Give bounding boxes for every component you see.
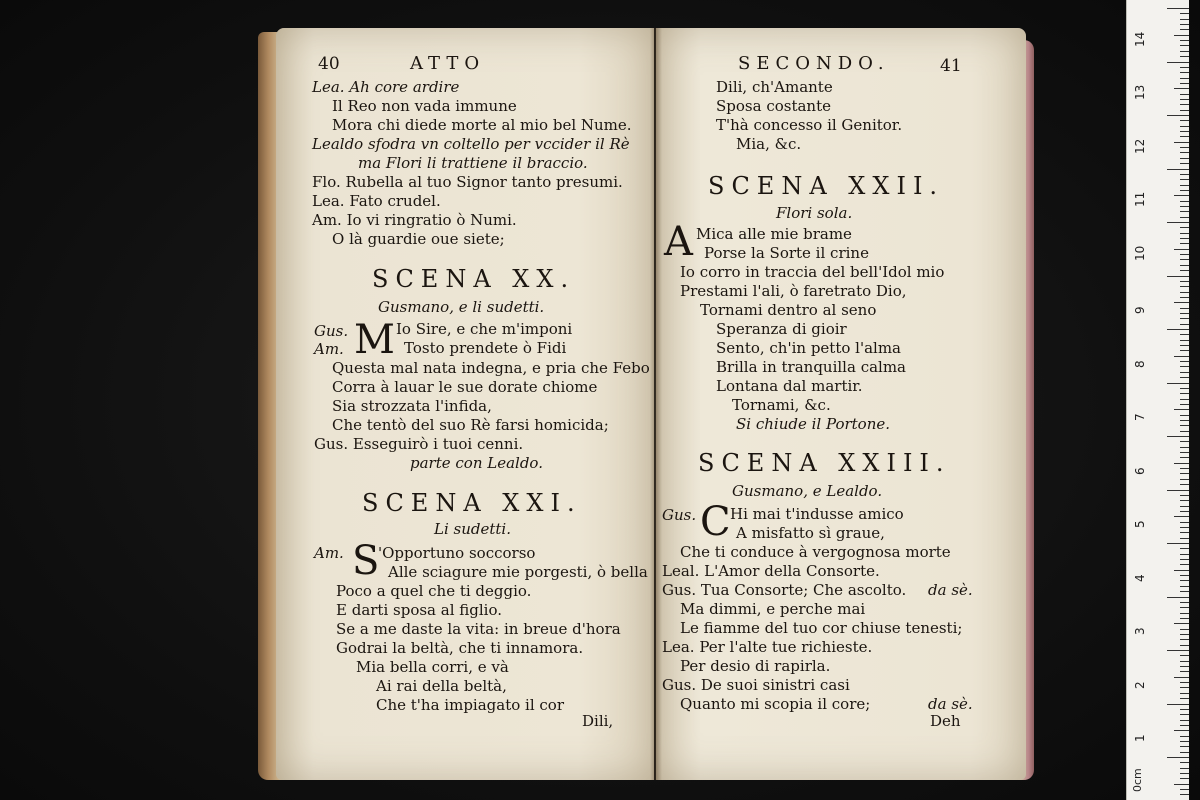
ruler-number: 7 [1133, 413, 1147, 422]
ruler-tick [1167, 115, 1189, 116]
ruler-tick [1180, 789, 1189, 790]
ruler-tick [1180, 500, 1189, 501]
scene-title: SCENA XXI. [362, 489, 582, 517]
running-title-left: ATTO [410, 53, 486, 74]
ruler-tick [1180, 99, 1189, 100]
ruler-tick [1180, 484, 1189, 485]
ruler-number: 6 [1133, 467, 1147, 475]
text-line: Porse la Sorte il crine [704, 244, 869, 262]
ruler-tick [1174, 409, 1189, 410]
text-line: Questa mal nata indegna, e pria che Febo [332, 359, 650, 377]
ruler-tick [1180, 511, 1189, 512]
text-line: Speranza di gioir [716, 320, 847, 338]
ruler-tick [1180, 29, 1189, 30]
speaker-label: Gus. [314, 322, 349, 340]
text-line: 'Opportuno soccorso [378, 544, 536, 562]
ruler-tick [1167, 276, 1189, 277]
ruler-tick [1180, 746, 1189, 747]
ruler-tick [1180, 206, 1189, 207]
ruler-tick [1180, 340, 1189, 341]
scene-subtitle: Flori sola. [776, 204, 853, 222]
text-line: Alle sciagure mie porgesti, ò bella [388, 563, 648, 581]
ruler-tick [1167, 757, 1189, 758]
ruler-tick [1180, 292, 1189, 293]
ruler-tick [1180, 698, 1189, 699]
ruler-tick [1174, 302, 1189, 303]
ruler-tick [1180, 639, 1189, 640]
ruler-tick [1180, 259, 1189, 260]
ruler-tick [1180, 741, 1189, 742]
ruler-tick [1180, 324, 1189, 325]
ruler-tick [1180, 773, 1189, 774]
text-line: Hi mai t'indusse amico [730, 505, 904, 523]
ruler-tick [1180, 388, 1189, 389]
ruler-tick [1174, 623, 1189, 624]
ruler-tick [1180, 163, 1189, 164]
ruler-tick [1180, 425, 1189, 426]
ruler-tick [1180, 136, 1189, 137]
ruler-tick [1180, 201, 1189, 202]
ruler-tick [1180, 495, 1189, 496]
ruler-tick [1180, 40, 1189, 41]
ruler-tick [1180, 794, 1189, 795]
ruler-number: 4 [1133, 574, 1147, 582]
ruler-tick [1180, 243, 1189, 244]
ruler-tick [1167, 329, 1189, 330]
measuring-ruler [1126, 0, 1189, 800]
text-line: Le fiamme del tuo cor chiuse tenesti; [680, 619, 963, 637]
stage-direction: Lealdo sfodra vn coltello per vccider il Rè [312, 135, 630, 153]
ruler-tick [1174, 570, 1189, 571]
ruler-tick [1180, 538, 1189, 539]
ruler-tick [1167, 8, 1189, 9]
ruler-tick [1180, 693, 1189, 694]
text-line: Quanto mi scopia il core; [680, 695, 871, 713]
text-line: Lontana dal martir. [716, 377, 863, 395]
text-line: Lea. Ah core ardire [312, 78, 460, 96]
speaker-label: Am. [314, 544, 344, 562]
ruler-tick [1180, 217, 1189, 218]
ruler-tick [1180, 468, 1189, 469]
speaker-label: Gus. [662, 506, 697, 524]
ruler-tick [1180, 313, 1189, 314]
ruler-tick [1180, 45, 1189, 46]
ruler-tick [1180, 768, 1189, 769]
ruler-tick [1180, 19, 1189, 20]
ruler-tick [1174, 195, 1189, 196]
text-line: Poco a quel che ti deggio. [336, 582, 532, 600]
ruler-tick [1180, 613, 1189, 614]
ruler-tick [1167, 597, 1189, 598]
ruler-tick [1180, 131, 1189, 132]
ruler-tick [1180, 158, 1189, 159]
ruler-tick [1180, 126, 1189, 127]
ruler-tick [1180, 334, 1189, 335]
ruler-tick [1180, 104, 1189, 105]
ruler-tick [1180, 24, 1189, 25]
stage-direction: parte con Lealdo. [410, 454, 543, 472]
text-line: Godrai la beltà, che ti innamora. [336, 639, 584, 657]
ruler-tick [1180, 431, 1189, 432]
text-line: Che t'ha impiagato il cor [376, 696, 565, 714]
ruler-unit: 0cm [1131, 768, 1144, 792]
ruler-tick [1180, 152, 1189, 153]
scene-subtitle: Li sudetti. [434, 520, 511, 538]
ruler-tick [1180, 506, 1189, 507]
ruler-number: 9 [1133, 306, 1147, 315]
ruler-tick [1180, 361, 1189, 362]
text-line: Sento, ch'in petto l'alma [716, 339, 901, 357]
ruler-tick [1167, 383, 1189, 384]
text-line: A misfatto sì graue, [736, 524, 885, 542]
ruler-tick [1180, 666, 1189, 667]
ruler-tick [1180, 120, 1189, 121]
ruler-tick [1180, 420, 1189, 421]
ruler-tick [1167, 543, 1189, 544]
ruler-tick [1180, 366, 1189, 367]
text-line: Gus. Tua Consorte; Che ascolto. [662, 581, 907, 599]
text-line: Corra à lauar le sue dorate chiome [332, 378, 598, 396]
ruler-tick [1180, 655, 1189, 656]
stage-direction: Si chiude il Portone. [736, 415, 891, 433]
ruler-tick [1180, 345, 1189, 346]
text-line: Che ti conduce à vergognosa morte [680, 543, 951, 561]
ruler-tick [1180, 752, 1189, 753]
text-line: Che tentò del suo Rè farsi homicida; [332, 416, 609, 434]
text-line: Mia bella corri, e và [356, 658, 509, 676]
ruler-tick [1180, 618, 1189, 619]
ruler-number: 11 [1133, 191, 1147, 208]
text-line: O là guardie oue siete; [332, 230, 505, 248]
text-line: Mora chi diede morte al mio bel Nume. [332, 116, 632, 134]
ruler-tick [1180, 51, 1189, 52]
ruler-number: 1 [1133, 734, 1147, 743]
ruler-tick [1180, 377, 1189, 378]
ruler-tick [1180, 372, 1189, 373]
scene-title: SCENA XXIII. [698, 449, 951, 477]
ruler-tick [1180, 602, 1189, 603]
text-line: Dili, ch'Amante [716, 78, 833, 96]
ruler-tick [1180, 736, 1189, 737]
ruler-tick [1180, 94, 1189, 95]
ruler-tick [1180, 714, 1189, 715]
text-line: Mia, &c. [736, 135, 802, 153]
text-line: Am. Io vi ringratio ò Numi. [312, 211, 517, 229]
ruler-tick [1180, 265, 1189, 266]
text-line: Io corro in traccia del bell'Idol mio [680, 263, 945, 281]
ruler-tick [1180, 762, 1189, 763]
text-line: Mica alle mie brame [696, 225, 852, 243]
ruler-tick [1180, 67, 1189, 68]
page-number-right: 41 [940, 56, 962, 76]
ruler-number: 8 [1133, 360, 1147, 368]
ruler-tick [1174, 516, 1189, 517]
ruler-tick [1180, 629, 1189, 630]
ruler-tick [1180, 564, 1189, 565]
ruler-tick [1174, 249, 1189, 250]
ruler-tick [1180, 227, 1189, 228]
text-line: Gus. Esseguirò i tuoi cenni. [314, 435, 524, 453]
ruler-number: 5 [1133, 520, 1147, 529]
ruler-number: 14 [1133, 31, 1147, 47]
text-line: Sposa costante [716, 97, 831, 115]
ruler-tick [1180, 527, 1189, 528]
book-gutter [650, 28, 662, 780]
text-line: Il Reo non vada immune [332, 97, 517, 115]
ruler-tick [1180, 281, 1189, 282]
catchword: Deh [930, 712, 961, 730]
ruler-tick [1174, 142, 1189, 143]
ruler-tick [1180, 110, 1189, 111]
text-line: Lea. Fato crudel. [312, 192, 441, 210]
text-line: Brilla in tranquilla calma [716, 358, 906, 376]
ruler-tick [1167, 650, 1189, 651]
scene-subtitle: Gusmano, e Lealdo. [732, 482, 883, 500]
ruler-tick [1180, 532, 1189, 533]
ruler-tick [1180, 452, 1189, 453]
text-line: Flo. Rubella al tuo Signor tanto presumi. [312, 173, 623, 191]
ruler-tick [1180, 147, 1189, 148]
speaker-label: Am. [314, 340, 344, 358]
ruler-tick [1180, 72, 1189, 73]
ruler-tick [1180, 671, 1189, 672]
ruler-tick [1180, 778, 1189, 779]
ruler-tick [1180, 185, 1189, 186]
text-line: Gus. De suoi sinistri casi [662, 676, 850, 694]
ruler-tick [1180, 554, 1189, 555]
stage-direction: da sè. [928, 581, 973, 599]
ruler-tick [1180, 687, 1189, 688]
ruler-tick [1180, 645, 1189, 646]
ruler-tick [1180, 13, 1189, 14]
ruler-tick [1180, 404, 1189, 405]
ruler-tick [1180, 318, 1189, 319]
ruler-tick [1167, 62, 1189, 63]
ruler-tick [1180, 270, 1189, 271]
ruler-number: 3 [1133, 627, 1147, 636]
text-line: Prestami l'ali, ò faretrato Dio, [680, 282, 907, 300]
ruler-tick [1180, 399, 1189, 400]
scene-subtitle: Gusmano, e li sudetti. [378, 298, 545, 316]
ruler-tick [1180, 591, 1189, 592]
ruler-tick [1180, 441, 1189, 442]
ruler-tick [1167, 169, 1189, 170]
text-line: Sia strozzata l'infida, [332, 397, 492, 415]
ruler-tick [1180, 682, 1189, 683]
ruler-tick [1167, 436, 1189, 437]
ruler-tick [1180, 575, 1189, 576]
ruler-tick [1180, 661, 1189, 662]
text-line: Per desio di rapirla. [680, 657, 831, 675]
ruler-tick [1180, 473, 1189, 474]
ruler-tick [1174, 730, 1189, 731]
ruler-tick [1180, 548, 1189, 549]
scene-title: SCENA XX. [372, 265, 576, 293]
text-line: Tornami, &c. [732, 396, 831, 414]
ruler-tick [1180, 254, 1189, 255]
page-number-left: 40 [318, 54, 340, 74]
ruler-number: 13 [1133, 84, 1147, 101]
ruler-tick [1174, 88, 1189, 89]
ruler-tick [1180, 415, 1189, 416]
ruler-tick [1180, 457, 1189, 458]
ruler-tick [1180, 238, 1189, 239]
text-line: Ma dimmi, e perche mai [680, 600, 866, 618]
text-line: T'hà concesso il Genitor. [716, 116, 903, 134]
ruler-tick [1180, 634, 1189, 635]
ruler-tick [1180, 179, 1189, 180]
drop-cap: A [664, 219, 693, 265]
ruler-tick [1180, 78, 1189, 79]
text-line: Tosto prendete ò Fidi [404, 339, 567, 357]
text-line: Io Sire, e che m'imponi [396, 320, 573, 338]
ruler-tick [1180, 83, 1189, 84]
stage-direction: da sè. [928, 695, 973, 713]
ruler-tick [1167, 490, 1189, 491]
ruler-tick [1180, 580, 1189, 581]
text-line: E darti sposa al figlio. [336, 601, 503, 619]
ruler-tick [1180, 297, 1189, 298]
text-line: Lea. Per l'alte tue richieste. [662, 638, 873, 656]
ruler-tick [1180, 211, 1189, 212]
scene-title: SCENA XXII. [708, 172, 945, 200]
ruler-tick [1180, 286, 1189, 287]
ruler-tick [1180, 56, 1189, 57]
ruler-tick [1180, 725, 1189, 726]
ruler-tick [1180, 709, 1189, 710]
ruler-tick [1174, 677, 1189, 678]
ruler-tick [1174, 356, 1189, 357]
ruler-tick [1180, 607, 1189, 608]
ruler-tick [1174, 463, 1189, 464]
text-line: Ai rai della beltà, [376, 677, 507, 695]
ruler-number: 10 [1133, 245, 1147, 261]
ruler-tick [1180, 174, 1189, 175]
ruler-tick [1180, 350, 1189, 351]
ruler-tick [1174, 35, 1189, 36]
drop-cap: S [352, 538, 380, 584]
ruler-tick [1180, 720, 1189, 721]
ruler-tick [1167, 704, 1189, 705]
running-title-right: SECONDO. [738, 53, 890, 74]
ruler-tick [1180, 233, 1189, 234]
text-line: Se a me daste la vita: in breue d'hora [336, 620, 621, 638]
ruler-tick [1180, 393, 1189, 394]
ruler-tick [1180, 522, 1189, 523]
ruler-tick [1180, 586, 1189, 587]
ruler-tick [1174, 784, 1189, 785]
ruler-tick [1180, 559, 1189, 560]
text-line: Tornami dentro al seno [700, 301, 877, 319]
catchword: Dili, [582, 712, 614, 730]
ruler-number: 12 [1133, 138, 1147, 154]
ruler-tick [1180, 447, 1189, 448]
ruler-number: 2 [1133, 681, 1147, 689]
ruler-tick [1180, 190, 1189, 191]
ruler-tick [1180, 308, 1189, 309]
ruler-tick [1167, 222, 1189, 223]
text-line: Leal. L'Amor della Consorte. [662, 562, 880, 580]
drop-cap: C [700, 499, 731, 545]
drop-cap: M [354, 317, 395, 363]
ruler-tick [1180, 479, 1189, 480]
stage-direction: ma Flori li trattiene il braccio. [358, 154, 588, 172]
